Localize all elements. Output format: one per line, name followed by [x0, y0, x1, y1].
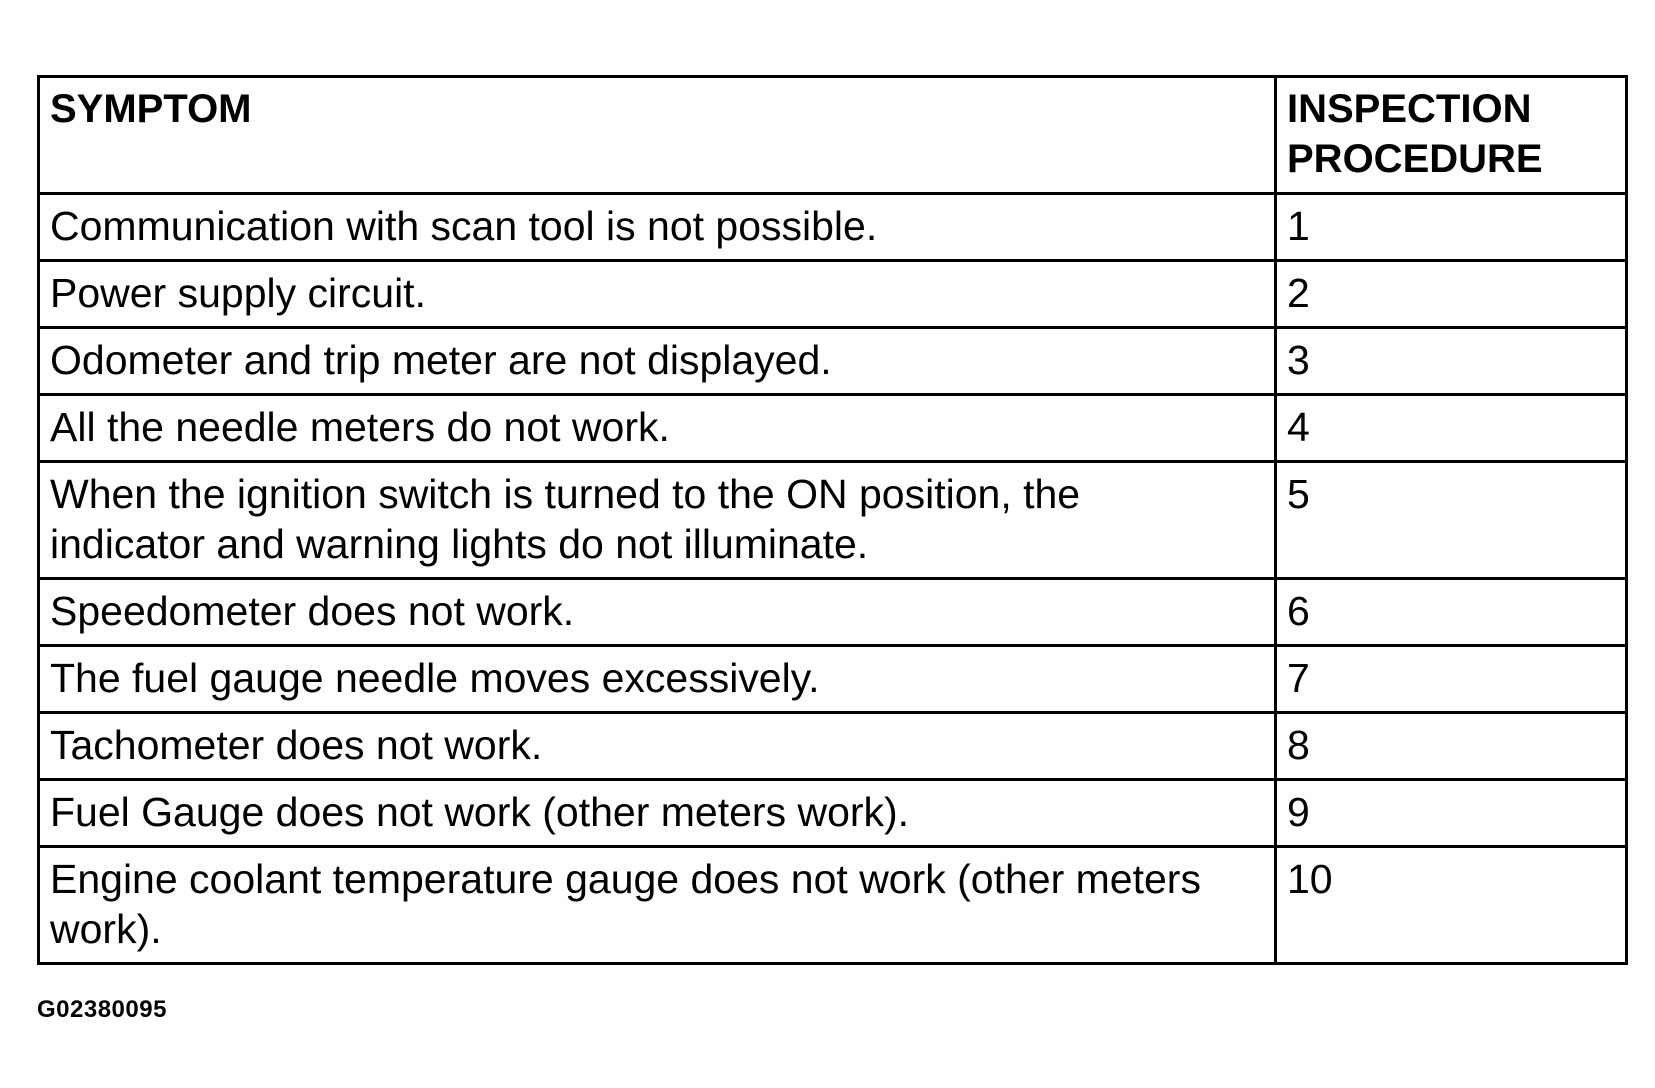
- procedure-cell: 1: [1276, 194, 1627, 261]
- table-row: [39, 646, 1627, 713]
- table-row: [39, 579, 1627, 646]
- figure-id: G02380095: [37, 996, 167, 1023]
- table-row: [39, 780, 1627, 847]
- symptom-line: work).: [50, 906, 162, 952]
- symptom-cell: Communication with scan tool is not possible.: [39, 194, 1276, 261]
- procedure-cell: 5: [1276, 462, 1627, 579]
- symptom-cell: Power supply circuit.: [39, 261, 1276, 328]
- symptom-cell: Odometer and trip meter are not displayed.: [39, 328, 1276, 395]
- table-row: [39, 847, 1627, 964]
- symptom-table: [37, 75, 1628, 965]
- header-symptom: SYMPTOM: [39, 77, 1276, 194]
- table-row: [39, 261, 1627, 328]
- symptom-cell: [39, 462, 1276, 579]
- procedure-cell: 10: [1276, 847, 1627, 964]
- procedure-cell: 4: [1276, 395, 1627, 462]
- table-row: [39, 328, 1627, 395]
- procedure-cell: 9: [1276, 780, 1627, 847]
- symptom-line: Engine coolant temperature gauge does not work (other meters: [50, 856, 1201, 902]
- symptom-line: When the ignition switch is turned to the ON position, the: [50, 471, 1081, 517]
- symptom-cell: Tachometer does not work.: [39, 713, 1276, 780]
- symptom-cell: The fuel gauge needle moves excessively.: [39, 646, 1276, 713]
- symptom-cell: [39, 847, 1276, 964]
- procedure-cell: 6: [1276, 579, 1627, 646]
- table-row: [39, 462, 1627, 579]
- symptom-table-container: [37, 75, 1625, 965]
- table-row: [39, 713, 1627, 780]
- table-row: [39, 194, 1627, 261]
- procedure-cell: 8: [1276, 713, 1627, 780]
- procedure-cell: 2: [1276, 261, 1627, 328]
- header-inspection-procedure: INSPECTION PROCEDURE: [1276, 77, 1627, 194]
- symptom-line: indicator and warning lights do not illuminate.: [50, 521, 869, 567]
- symptom-cell: All the needle meters do not work.: [39, 395, 1276, 462]
- procedure-cell: 7: [1276, 646, 1627, 713]
- table-row: [39, 395, 1627, 462]
- symptom-cell: Speedometer does not work.: [39, 579, 1276, 646]
- symptom-cell: Fuel Gauge does not work (other meters work).: [39, 780, 1276, 847]
- table-header-row: [39, 77, 1627, 194]
- procedure-cell: 3: [1276, 328, 1627, 395]
